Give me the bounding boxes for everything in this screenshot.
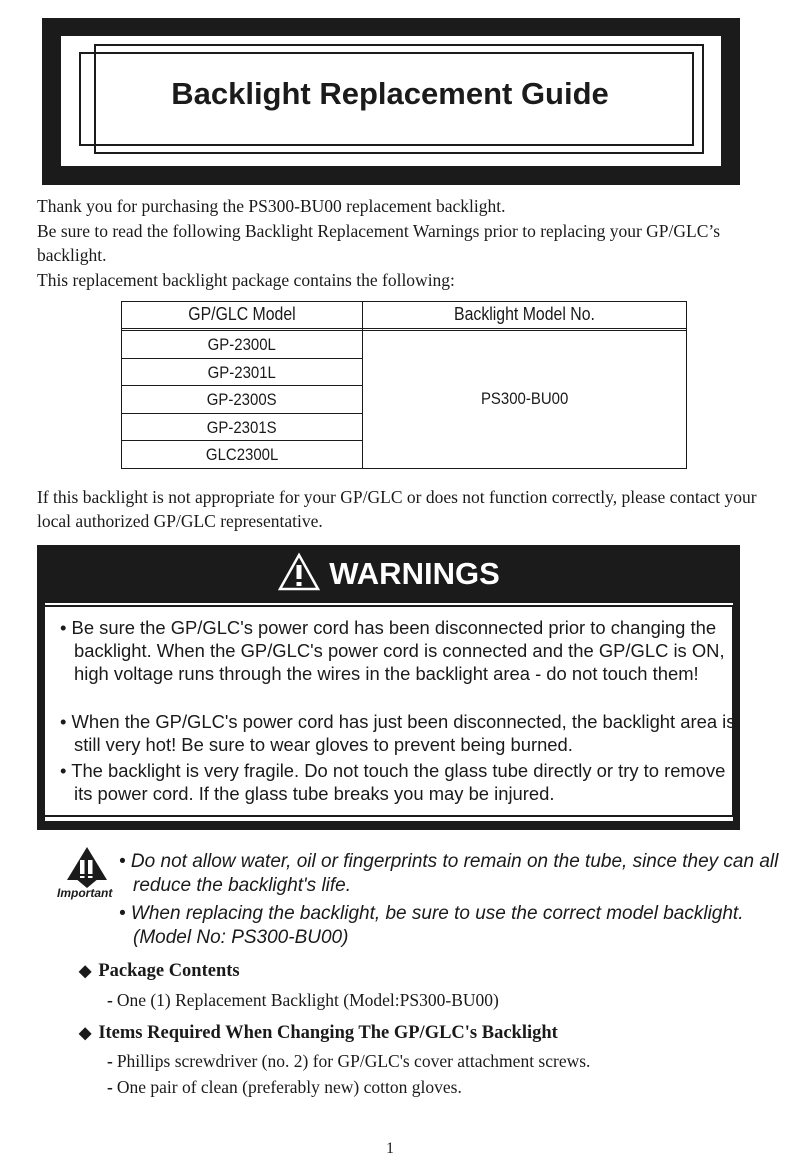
table-cell-model: GLC2300L <box>122 440 362 467</box>
table-cell-model: GP-2300S <box>122 385 362 412</box>
warning-triangle-icon <box>277 552 321 597</box>
warnings-header <box>37 548 740 600</box>
section-heading: ◆ Items Required When Changing The GP/GLC's Backlight <box>79 1023 558 1043</box>
warning-item: • Be sure the GP/GLC's power cord has been disconnected prior to changing the backlight. When the GP/GLC's power cord is connected and the GP/GLC is ON, high voltage runs through the wires in the backlight area - do not touch them! <box>60 617 725 684</box>
section-heading: ◆ Package Contents <box>79 961 240 981</box>
warning-item: • When the GP/GLC's power cord has just been disconnected, the backlight area is still very hot! Be sure to wear gloves to prevent being burned. <box>60 711 736 755</box>
table-divider <box>122 328 686 329</box>
warnings-heading: WARNINGS <box>329 556 500 591</box>
page-title: Backlight Replacement Guide <box>171 76 609 111</box>
table-cell-model: GP-2301S <box>122 413 362 440</box>
diamond-icon: ◆ <box>79 963 92 980</box>
table-cell-model: GP-2300L <box>122 330 362 357</box>
section-list-item: - Phillips screwdriver (no. 2) for GP/GLC's cover attachment screws. <box>107 1051 591 1071</box>
diamond-icon: ◆ <box>79 1025 92 1042</box>
important-item: • When replacing the backlight, be sure to use the correct model backlight. (Model No: PS300-BU00) <box>119 903 744 948</box>
intro-paragraph: Thank you for purchasing the PS300-BU00 replacement backlight. <box>37 196 506 216</box>
important-item: • Do not allow water, oil or fingerprints to remain on the tube, since they can all reduce the backlight's life. <box>119 851 779 896</box>
intro-paragraph: This replacement backlight package contains the following: <box>37 270 455 290</box>
note-paragraph: If this backlight is not appropriate for your GP/GLC or does not function correctly, please contact your local authorized GP/GLC representative. <box>37 487 757 531</box>
model-table <box>121 301 687 469</box>
table-header-model: GP/GLC Model <box>188 304 296 324</box>
important-icon <box>57 844 121 900</box>
page-number: 1 <box>386 1140 394 1157</box>
important-label: Important <box>57 886 113 900</box>
table-header-backlight: Backlight Model No. <box>454 304 595 324</box>
warning-item: • The backlight is very fragile. Do not touch the glass tube directly or try to remove its power cord. If the glass tube breaks you may be injured. <box>60 760 726 804</box>
table-cell-backlight: PS300-BU00 <box>480 389 569 408</box>
intro-paragraph: Be sure to read the following Backlight Replacement Warnings prior to replacing your GP/GLC’s backlight. <box>37 221 721 265</box>
table-cell-model: GP-2301L <box>122 358 362 385</box>
section-list-item: - One pair of clean (preferably new) cotton gloves. <box>107 1077 462 1097</box>
section-list-item: - One (1) Replacement Backlight (Model:PS300-BU00) <box>107 990 499 1010</box>
